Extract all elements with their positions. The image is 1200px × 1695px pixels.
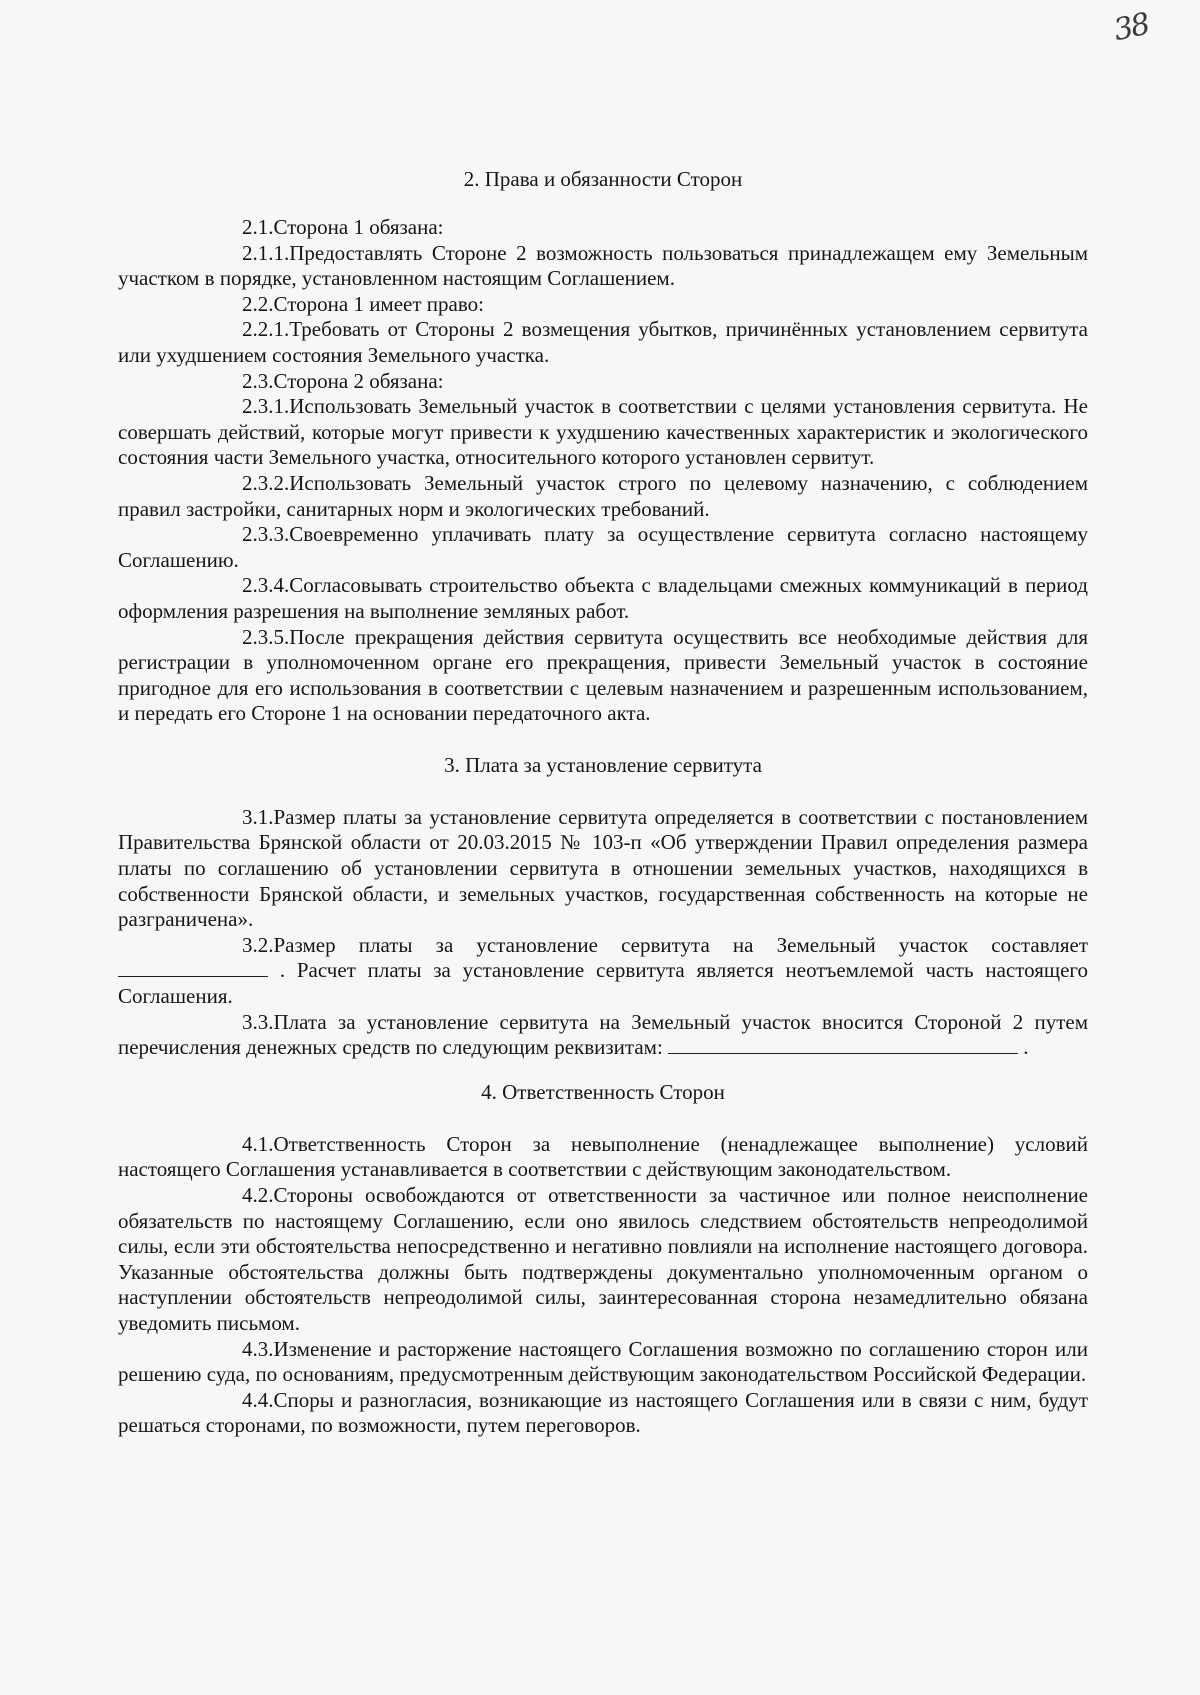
clause-number: 2.3.1. bbox=[242, 394, 290, 419]
clause-number: 2.3.4. bbox=[242, 573, 290, 598]
clause-number: 2.3. bbox=[242, 368, 274, 393]
clause-2-2 bbox=[118, 292, 1088, 318]
clause-text: Сторона 2 обязана: bbox=[273, 368, 444, 393]
clause-3-2 bbox=[118, 933, 1088, 1010]
clause-text: Ответственность Сторон за невыполнение (ненадлежащее выполнение) условий настоящего Соглашения устанавливается в соответствии с действующим законодательством. bbox=[118, 1131, 1088, 1182]
clause-number: 2.3.5. bbox=[242, 624, 290, 649]
clause-text: Использовать Земельный участок в соответствии с целями установления сервитута. Не совершать действий, которые могут привести к ухудшению качественных характеристик и экологического состояния части Земельного участка, относительного которого установлен сервитут. bbox=[118, 394, 1088, 470]
clause-text: Стороны освобождаются от ответственности за частичное или полное неисполнение обязательств по настоящему Соглашению, если оно явилось следствием обстоятельств непреодолимой силы, если эти обстоятельства непосредственно и негативно повлияли на исполнение настоящего договора. Указанные обстоятельства должны быть подтверждены документально уполномоченным органом о наступлении обстоятельств непреодолимой силы, заинтересованная сторона незамедлительно обязана уведомить письмом. bbox=[118, 1183, 1088, 1335]
clause-text-continued: . Расчет платы за установление сервитута является неотъемлемой часть настоящего Соглашения. bbox=[118, 958, 1088, 1009]
clause-2-2-1 bbox=[118, 317, 1088, 368]
handwritten-page-number: 38 bbox=[1110, 6, 1152, 49]
clause-2-1-1 bbox=[118, 241, 1088, 292]
clause-number: 2.2.1. bbox=[242, 317, 290, 342]
clause-text: Плата за установление сервитута на Земельный участок вносится Стороной 2 путем перечисления денежных средств по следующим реквизитам: bbox=[118, 1009, 1088, 1060]
section-2-title: 2. Права и обязанности Сторон bbox=[463, 167, 743, 191]
section-3-title: 3. Плата за установление сервитута bbox=[444, 752, 762, 777]
clause-number: 3.2. bbox=[242, 932, 274, 957]
clause-2-3-5 bbox=[118, 625, 1088, 727]
clause-text: Предоставлять Стороне 2 возможность пользоваться принадлежащем ему Земельным участком в порядке, установленном настоящим Соглашением. bbox=[118, 240, 1088, 291]
clause-number: 4.2. bbox=[242, 1183, 274, 1207]
clause-text: Споры и разногласия, возникающие из настоящего Соглашения или в связи с ним, будут решаться сторонами, по возможности, путем переговоров. bbox=[118, 1387, 1088, 1438]
section-4-title: 4. Ответственность Сторон bbox=[481, 1079, 725, 1104]
document-body bbox=[118, 166, 1088, 1439]
clause-2-3-2 bbox=[118, 471, 1088, 522]
clause-4-1 bbox=[118, 1132, 1088, 1183]
clause-number: 4.4. bbox=[242, 1387, 274, 1412]
clause-2-3 bbox=[118, 369, 1088, 395]
clause-text-end: . bbox=[1023, 1035, 1029, 1060]
clause-number: 4.3. bbox=[242, 1336, 274, 1361]
clause-2-3-1 bbox=[118, 394, 1088, 471]
clause-number: 2.2. bbox=[242, 291, 274, 316]
clause-text: Сторона 1 имеет право: bbox=[273, 291, 484, 316]
clause-text: Требовать от Стороны 2 возмещения убытков, причинённых установлением сервитута или ухудшением состояния Земельного участка. bbox=[118, 317, 1088, 367]
clause-3-3 bbox=[118, 1010, 1088, 1061]
clause-text: Сторона 1 обязана: bbox=[273, 215, 444, 239]
fill-in-blank-bank-details bbox=[668, 1039, 1018, 1054]
clause-2-3-4 bbox=[118, 573, 1088, 624]
clause-number: 2.3.3. bbox=[242, 522, 290, 547]
clause-text: Размер платы за установление сервитута на Земельный участок составляет bbox=[273, 932, 1088, 957]
clause-4-2 bbox=[118, 1183, 1088, 1337]
clause-text: Своевременно уплачивать плату за осуществление сервитута согласно настоящему Соглашению. bbox=[118, 522, 1088, 572]
clause-number: 2.1.1. bbox=[242, 240, 290, 265]
clause-2-1 bbox=[118, 215, 1088, 241]
clause-text: Изменение и расторжение настоящего Соглашения возможно по соглашению сторон или решению суда, по основаниям, предусмотренным действующим законодательством Российской Федерации. bbox=[118, 1336, 1088, 1387]
clause-text: После прекращения действия сервитута осуществить все необходимые действия для регистрации в уполномоченном органе его прекращения, привести Земельный участок в состояние пригодное для его использования в соответствии с целевым назначением и разрешенным использованием, и передать его Стороне 1 на основании передаточного акта. bbox=[118, 624, 1088, 726]
clause-4-3 bbox=[118, 1337, 1088, 1388]
clause-number: 4.1. bbox=[242, 1131, 274, 1156]
clause-text: Использовать Земельный участок строго по целевому назначению, с соблюдением правил застройки, санитарных норм и экологических требований. bbox=[118, 470, 1088, 521]
clause-number: 3.1. bbox=[242, 804, 274, 829]
clause-number: 2.3.2. bbox=[242, 470, 290, 495]
clause-number: 3.3. bbox=[242, 1009, 274, 1034]
clause-number: 2.1. bbox=[242, 215, 274, 239]
clause-text: Согласовывать строительство объекта с владельцами смежных коммуникаций в период оформления разрешения на выполнение земляных работ. bbox=[118, 573, 1088, 623]
clause-text: Размер платы за установление сервитута определяется в соответствии с постановлением Правительства Брянской области от 20.03.2015 № 103-п «Об утверждении Правил определения размера платы по соглашению об установлении сервитута в отношении земельных участков, находящихся в собственности Брянской области, и земельных участков, государственная собственность на которые не разграничена». bbox=[118, 804, 1088, 932]
clause-3-1 bbox=[118, 805, 1088, 933]
clause-4-4 bbox=[118, 1388, 1088, 1439]
fill-in-blank-payment-amount bbox=[118, 962, 268, 977]
clause-2-3-3 bbox=[118, 522, 1088, 573]
